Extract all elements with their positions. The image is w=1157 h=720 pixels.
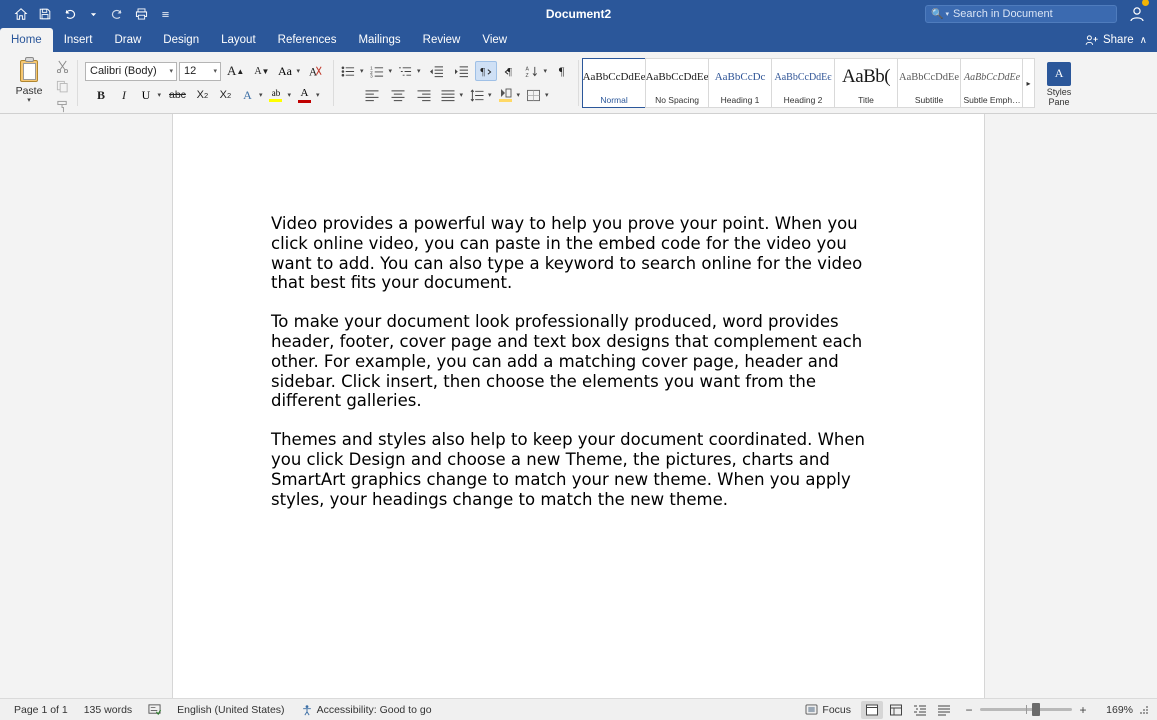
styles-pane-label: Styles Pane (1046, 86, 1072, 107)
svg-text:A: A (525, 66, 529, 73)
increase-indent-button[interactable] (450, 61, 473, 81)
numbering-icon (368, 61, 387, 81)
line-spacing-icon (467, 85, 486, 105)
tab-draw[interactable]: Draw (114, 34, 142, 46)
svg-text:Z: Z (525, 72, 529, 78)
web-layout-view-button[interactable] (885, 701, 907, 719)
undo-dropdown-caret[interactable] (82, 3, 104, 25)
styles-gallery (582, 58, 1035, 108)
bullets-button[interactable] (339, 61, 366, 81)
zoom-track[interactable] (980, 708, 1072, 711)
subscript-button[interactable]: X 2 (196, 89, 209, 101)
chevron-down-icon: ▾ (315, 92, 320, 99)
text-highlight-button[interactable] (266, 85, 293, 105)
paragraph-row-2 (360, 85, 550, 105)
chevron-down-icon: ▾ (359, 68, 364, 75)
style-normal[interactable] (582, 58, 646, 108)
paragraph-row-1 (339, 61, 572, 81)
zoom-midpoint-tick (1026, 705, 1027, 714)
tab-layout[interactable]: Layout (221, 34, 256, 46)
customize-qat-caret[interactable] (154, 3, 176, 25)
tab-view[interactable]: View (482, 34, 508, 46)
search-icon: 🔍 (931, 8, 944, 20)
resize-grip[interactable] (1137, 703, 1151, 717)
svg-text:3: 3 (369, 73, 373, 78)
accessibility-status[interactable] (293, 704, 440, 716)
align-right-button[interactable] (412, 85, 436, 105)
chevron-down-icon: ▾ (459, 92, 463, 99)
tab-references[interactable]: References (277, 34, 337, 46)
highlight-color-bar (269, 99, 282, 102)
style-subtle-emphasis[interactable] (960, 58, 1024, 108)
share-label: Share (1102, 34, 1134, 46)
search-caret-icon: ▾ (945, 11, 949, 18)
style-preview: AaBb( (841, 66, 891, 87)
svg-text:A: A (308, 66, 318, 78)
chevron-down-icon: ▾ (543, 68, 548, 75)
copy-button[interactable] (52, 78, 72, 95)
font-size-combo[interactable] (179, 62, 221, 81)
multilevel-list-icon (396, 61, 415, 81)
change-case-button[interactable] (275, 61, 302, 81)
style-name: No Spacing (655, 95, 700, 105)
style-title[interactable] (834, 58, 898, 108)
share-icon (1085, 34, 1099, 47)
format-painter-button[interactable] (52, 98, 72, 115)
tab-home[interactable]: Home (0, 28, 53, 52)
rtl-text-direction-button[interactable] (499, 61, 521, 81)
bullets-icon (339, 61, 358, 81)
undo-icon[interactable] (58, 3, 80, 25)
numbering-button[interactable] (368, 61, 395, 81)
highlight-label: ab (271, 88, 281, 98)
paragraph-2[interactable]: To make your document look professionally produced, word provides header, footer, cover page and text box designs that complement each other. For example, you can add a matching cover page, header and sidebar. Click insert, then choose the elements you want from the different galleries. (271, 312, 863, 411)
group-font (77, 52, 333, 114)
share-button[interactable] (1085, 34, 1134, 47)
font-size-value: 12 (184, 65, 197, 77)
style-name: Normal (600, 95, 628, 105)
page-info[interactable]: Page 1 of 1 (14, 703, 68, 716)
strikethrough-button[interactable]: abc (169, 89, 186, 101)
style-preview: AaBbCcDdEe (646, 71, 709, 83)
underline-button[interactable] (136, 85, 163, 105)
titlebar-right (925, 3, 1157, 25)
paste-button[interactable] (8, 52, 50, 104)
outline-view-button[interactable] (909, 701, 931, 719)
status-bar-right (797, 701, 1151, 719)
font-row-2 (90, 85, 321, 105)
cut-button[interactable] (52, 58, 72, 75)
draft-view-button[interactable] (933, 701, 955, 719)
chevron-down-icon: ▾ (296, 68, 300, 75)
font-name-value: Calibri (Body) (90, 65, 157, 77)
style-heading-2[interactable] (771, 58, 835, 108)
language-status[interactable]: English (United States) (177, 703, 285, 716)
search-placeholder: Search in Document (952, 8, 1053, 20)
ribbon-tabs (0, 28, 1157, 52)
svg-text:¶: ¶ (479, 66, 485, 78)
font-row-1 (85, 61, 327, 81)
paste-caret-icon[interactable]: ▾ (27, 97, 31, 104)
chevron-down-icon: ▾ (169, 68, 173, 75)
focus-label: Focus (822, 703, 851, 716)
paste-icon (16, 56, 42, 84)
style-name: Title (858, 95, 874, 105)
shading-button[interactable] (496, 85, 523, 105)
chevron-down-icon: ▾ (287, 92, 291, 99)
justify-button[interactable] (438, 85, 465, 105)
style-subtitle[interactable] (897, 58, 961, 108)
group-styles (578, 52, 1083, 114)
tab-design[interactable]: Design (163, 34, 200, 46)
title-bar (0, 0, 1157, 28)
collapse-ribbon-button[interactable]: ∧ (1139, 34, 1147, 46)
paragraph-1[interactable]: Video provides a powerful way to help you prove your point. When you click online video, you can paste in the embed code for the video you want to add. You can also type a keyword to search online for the video that best fits your document. (271, 214, 863, 293)
style-name: Heading 2 (783, 95, 823, 105)
decrease-indent-button[interactable] (425, 61, 448, 81)
svg-text:1: 1 (369, 65, 373, 71)
ribbon-home (0, 52, 1157, 114)
focus-icon (805, 704, 818, 715)
ltr-text-direction-button[interactable] (475, 61, 497, 81)
status-bar (0, 698, 1157, 720)
font-color-button[interactable] (295, 85, 322, 105)
text-effects-button[interactable] (238, 85, 265, 105)
shading-icon (496, 85, 515, 105)
grow-font-button[interactable]: A ▲ (227, 63, 245, 78)
zoom-level[interactable]: 169% (1106, 703, 1133, 716)
quick-access-toolbar (0, 3, 176, 25)
document-page[interactable] (173, 114, 984, 698)
styles-pane-icon: A (1047, 62, 1071, 86)
save-icon[interactable] (34, 3, 56, 25)
zoom-in-button[interactable]: + (1079, 702, 1087, 717)
proofing-icon[interactable] (140, 703, 169, 716)
chevron-down-icon: ▾ (488, 92, 492, 99)
chevron-down-icon: ▾ (213, 68, 217, 75)
document-body[interactable] (173, 114, 984, 509)
tab-review[interactable]: Review (422, 34, 461, 46)
style-name: Subtitle (914, 95, 944, 105)
style-name: Subtle Emph… (963, 95, 1021, 105)
underline-label: U (141, 87, 151, 102)
focus-button[interactable] (797, 704, 859, 716)
chevron-down-icon: ▾ (417, 68, 421, 75)
clipboard-mini-buttons (50, 52, 72, 115)
style-preview: AaBbCcDdEe (899, 71, 960, 83)
chevron-down-icon: ▾ (545, 92, 549, 99)
document-title: Document2 (545, 7, 612, 21)
borders-icon (524, 85, 543, 105)
group-clipboard (0, 52, 77, 114)
italic-button[interactable]: I (121, 87, 126, 102)
tab-mailings[interactable]: Mailings (358, 34, 401, 46)
clear-formatting-button[interactable] (304, 61, 327, 81)
style-name: Heading 1 (720, 95, 760, 105)
style-preview: AaBbCcDdEe (964, 71, 1021, 83)
paste-label: Paste (15, 85, 43, 97)
justify-icon (438, 85, 457, 105)
svg-text:2: 2 (369, 69, 373, 75)
zoom-out-button[interactable]: − (965, 702, 973, 717)
chevron-down-icon: ▾ (388, 68, 393, 75)
chevron-down-icon: ▾ (258, 92, 263, 99)
align-center-button[interactable] (386, 85, 410, 105)
word-count[interactable]: 135 words (83, 703, 133, 716)
style-preview: AaBbCcDdEe (583, 71, 646, 83)
style-preview: AaBbCcDc (714, 71, 766, 83)
bold-button[interactable]: B (96, 87, 105, 102)
redo-icon[interactable] (106, 3, 128, 25)
chevron-down-icon: ▾ (157, 92, 161, 99)
account-icon[interactable] (1125, 3, 1149, 25)
superscript-button[interactable]: X 2 (219, 89, 232, 101)
print-icon[interactable] (130, 3, 152, 25)
svg-text:¶: ¶ (506, 66, 512, 78)
style-preview: AaBbCcDdEє (774, 71, 832, 83)
tab-insert[interactable]: Insert (63, 34, 93, 46)
text-effects-label: A (243, 87, 252, 102)
line-spacing-button[interactable] (467, 85, 494, 105)
sort-icon (523, 61, 542, 81)
document-canvas[interactable] (0, 114, 1157, 698)
multilevel-list-button[interactable] (396, 61, 423, 81)
account-status-badge (1142, 0, 1149, 6)
accessibility-icon (301, 704, 313, 716)
style-no-spacing[interactable] (645, 58, 709, 108)
zoom-thumb[interactable] (1032, 703, 1040, 716)
show-formatting-marks-button[interactable]: ¶ (558, 63, 565, 78)
search-input[interactable] (925, 5, 1117, 23)
home-icon[interactable] (10, 3, 32, 25)
chevron-down-icon: ▾ (516, 92, 521, 99)
font-color-label: A (300, 87, 309, 99)
print-layout-view-button[interactable] (861, 701, 883, 719)
align-left-button[interactable] (360, 85, 384, 105)
font-color-bar (298, 100, 311, 103)
shrink-font-button[interactable]: A ▼ (254, 65, 270, 77)
styles-gallery-more-button[interactable]: ▸ (1022, 58, 1035, 108)
font-name-combo[interactable] (85, 62, 177, 81)
paragraph-3[interactable]: Themes and styles also help to keep your document coordinated. When you click Design and choose a new Theme, the pictures, charts and SmartArt graphics change to match your new theme. When you apply styles, your headings change to match the new theme. (271, 430, 865, 509)
zoom-slider[interactable] (957, 703, 1095, 717)
styles-pane-button[interactable] (1035, 52, 1083, 114)
accessibility-label: Accessibility: Good to go (316, 703, 432, 716)
sort-button[interactable] (523, 61, 550, 81)
style-heading-1[interactable] (708, 58, 772, 108)
group-paragraph (333, 52, 578, 114)
change-case-label: Aa (277, 63, 292, 78)
borders-button[interactable] (524, 85, 551, 105)
